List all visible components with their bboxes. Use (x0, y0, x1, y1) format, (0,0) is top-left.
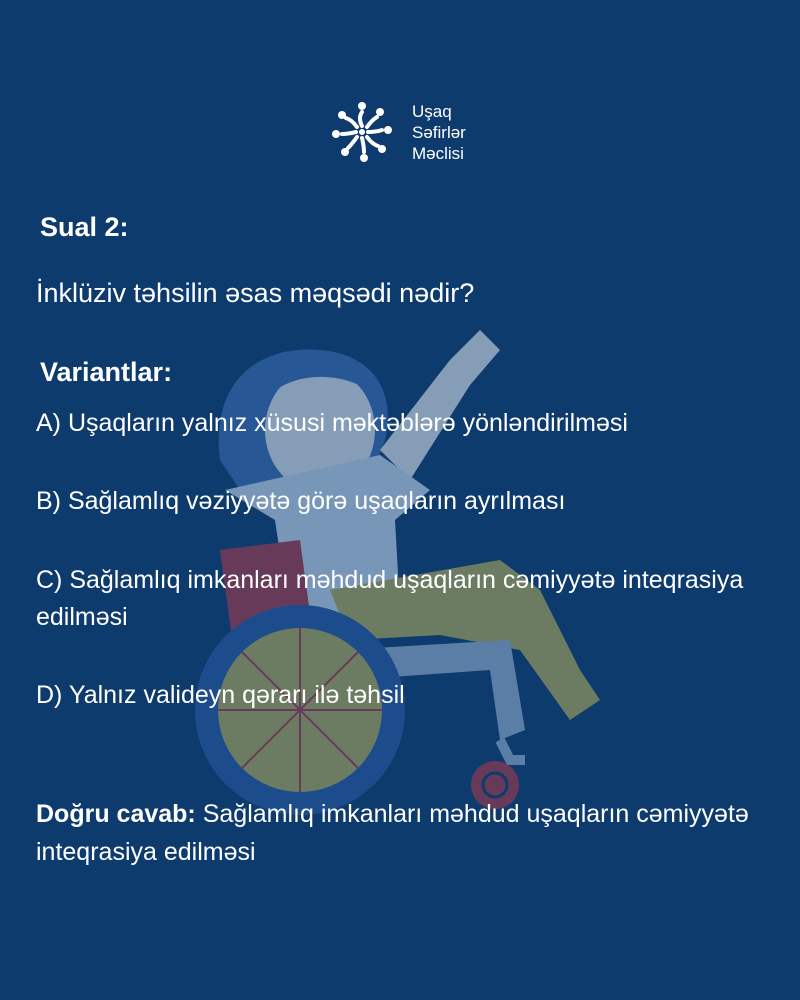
question-text: İnklüziv təhsilin əsas məqsədi nədir? (36, 278, 475, 308)
correct-answer (36, 795, 756, 871)
logo-line-1: Uşaq (412, 101, 452, 121)
wheelchair-child-illustration (180, 290, 640, 830)
organization-logo (322, 92, 466, 172)
option-b: B) Sağlamlıq vəziyyətə görə uşaqların ayrılması (36, 487, 566, 515)
logo-text (412, 101, 466, 164)
option-a: A) Uşaqların yalnız xüsusi məktəblərə yönləndirilməsi (36, 409, 628, 437)
variants-heading: Variantlar: (40, 357, 173, 387)
correct-answer-label: Doğru cavab: (36, 800, 196, 828)
sun-burst-logo-icon (322, 92, 402, 172)
option-d: D) Yalnız valideyn qərarı ilə təhsil (36, 681, 405, 709)
logo-line-3: Məclisi (412, 143, 464, 163)
logo-line-2: Səfirlər (412, 122, 466, 142)
question-number: Sual 2: (40, 212, 129, 242)
correct-answer-text: Sağlamlıq imkanları məhdud uşaqların cəmiyyətə inteqrasiya edilməsi (36, 800, 749, 866)
option-c: C) Sağlamlıq imkanları məhdud uşaqların cəmiyyətə inteqrasiya edilməsi (36, 566, 744, 631)
